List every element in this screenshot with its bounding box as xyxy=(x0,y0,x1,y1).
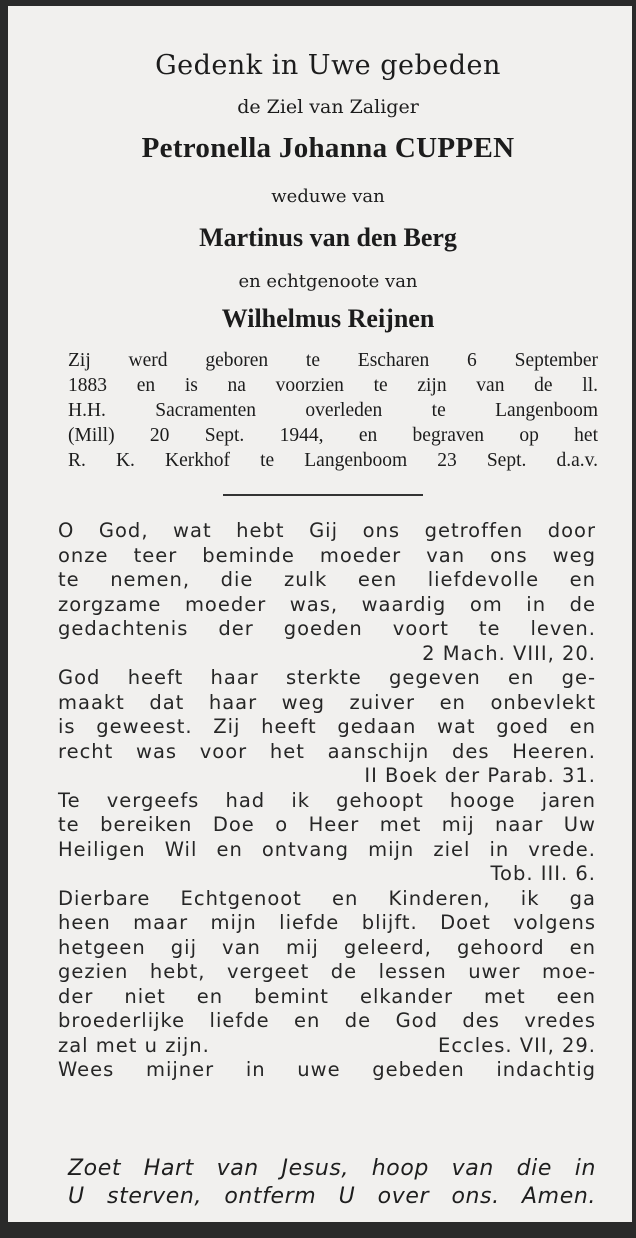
verse-line: gedachtenis der goeden voort te leven. xyxy=(58,617,596,640)
verse-last-line xyxy=(58,1034,596,1059)
verse-line: hetgeen gij van mij geleerd, gehoord en xyxy=(58,935,596,959)
memorial-card xyxy=(8,6,632,1222)
bio-line: H.H. Sacramenten overleden te Langenboom xyxy=(68,400,598,421)
bio-line: 1883 en is na voorzien te zijn van de ll. xyxy=(68,375,598,396)
verse-reference: 2 Mach. VIII, 20. xyxy=(422,641,596,665)
verse-reference: Eccles. VII, 29. xyxy=(438,1033,596,1057)
verse-line: Dierbare Echtgenoot en Kinderen, ik ga xyxy=(58,886,596,910)
verse-line: te nemen, die zulk een liefdevolle en xyxy=(58,568,596,591)
spouse-of-label: en echtgenoote van xyxy=(238,271,418,292)
second-husband-name: Wilhelmus Reijnen xyxy=(221,304,435,333)
first-husband-name: Martinus van den Berg xyxy=(199,223,457,252)
verse-reference: Tob. III. 6. xyxy=(490,862,596,885)
prayer-line: U sterven, ontferm U over ons. Amen. xyxy=(68,1184,596,1209)
bio-line: R. K. Kerkhof te Langenboom 23 Sept. d.a.v. xyxy=(68,450,598,471)
closing-prayer xyxy=(68,1155,596,1211)
verse-line: Te vergeefs had ik gehoopt hooge jaren xyxy=(58,788,596,812)
verse-line: der niet en bemint elkander met een xyxy=(58,984,596,1008)
heading-line-2: de Ziel van Zaliger xyxy=(237,96,419,118)
verse-line: recht was voor het aanschijn des Heeren. xyxy=(58,739,596,763)
prayer-line: Zoet Hart van Jesus, hoop van die in xyxy=(68,1156,596,1181)
verse-line: Heiligen Wil en ontvang mijn ziel in vrede. xyxy=(58,837,596,861)
deceased-name: Petronella Johanna CUPPEN xyxy=(141,132,515,164)
verse-line: O God, wat hebt Gij ons getroffen door xyxy=(58,519,596,542)
bio-line: Zij werd geboren te Escharen 6 September xyxy=(68,350,598,371)
verse-line: zal met u zijn. xyxy=(58,1033,210,1057)
widow-of-label: weduwe van xyxy=(271,186,385,207)
verse-line: gezien hebt, vergeet de lessen uwer moe- xyxy=(58,960,596,983)
verse-line: God heeft haar sterkte gegeven en ge- xyxy=(58,666,596,689)
divider-rule xyxy=(223,494,423,496)
closing-line: Wees mijner in uwe gebeden indachtig xyxy=(58,1058,596,1081)
verse-block xyxy=(58,519,596,1083)
verse-line: te bereiken Doe o Heer met mij naar Uw xyxy=(58,813,596,836)
verse-line: heen maar mijn liefde blijft. Doet volgens xyxy=(58,911,596,934)
biography xyxy=(68,348,598,473)
verse-line: onze teer beminde moeder van ons weg xyxy=(58,543,596,567)
bio-line: (Mill) 20 Sept. 1944, en begraven op het xyxy=(68,425,598,446)
heading-line-1: Gedenk in Uwe gebeden xyxy=(155,50,501,81)
verse-line: broederlijke liefde en de God des vredes xyxy=(58,1009,596,1032)
verse-line: is geweest. Zij heeft gedaan wat goed en xyxy=(58,715,596,738)
verse-line: zorgzame moeder was, waardig om in de xyxy=(58,592,596,616)
verse-line: maakt dat haar weg zuiver en onbevlekt xyxy=(58,690,596,714)
verse-reference: II Boek der Parab. 31. xyxy=(364,764,596,787)
